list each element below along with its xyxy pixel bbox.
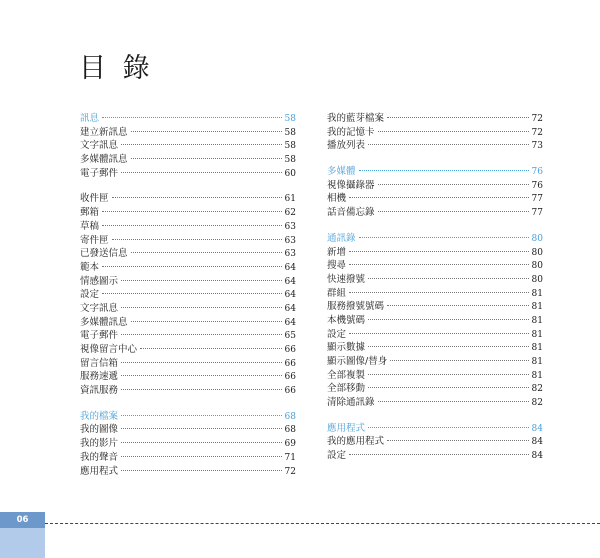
toc-entry-page: 72	[284, 466, 296, 477]
dot-leader	[121, 389, 282, 390]
dot-leader	[368, 374, 529, 375]
dot-leader	[121, 144, 282, 145]
toc-section-heading[interactable]	[327, 422, 543, 436]
toc-entry[interactable]	[327, 328, 543, 342]
toc-entry-page: 81	[531, 302, 543, 313]
toc-entry-label: 播放列表	[327, 140, 366, 152]
toc-entry[interactable]	[80, 343, 296, 357]
toc-entry[interactable]	[327, 246, 543, 260]
toc-entry[interactable]	[327, 179, 543, 193]
dot-leader	[349, 292, 529, 293]
dot-leader	[378, 131, 529, 132]
toc-entry-label: 建立新訊息	[80, 126, 128, 138]
toc-entry-label: 應用程式	[80, 465, 119, 477]
dot-leader	[121, 172, 282, 173]
dot-leader	[368, 319, 529, 320]
toc-entry[interactable]	[80, 139, 296, 153]
toc-entry-label: 多媒體	[327, 166, 356, 178]
toc-entry-label: 郵箱	[80, 207, 100, 219]
toc-entry-label: 快速撥號	[327, 273, 366, 285]
toc-entry-page: 84	[531, 423, 543, 434]
toc-entry[interactable]	[80, 126, 296, 140]
dot-leader	[121, 442, 282, 443]
toc-entry-page: 68	[284, 411, 296, 422]
toc-entry-label: 顯示數據	[327, 342, 366, 354]
toc-entry-page: 72	[531, 114, 543, 124]
toc-entry-label: 全部移動	[327, 383, 366, 395]
toc-entry-label: 我的記憶卡	[327, 126, 375, 138]
toc-section	[80, 192, 296, 397]
dot-leader	[131, 321, 282, 322]
toc-section	[327, 165, 543, 220]
toc-entry-label: 我的藍芽檔案	[327, 113, 385, 124]
dot-leader	[387, 440, 529, 441]
toc-entry[interactable]	[80, 288, 296, 302]
toc-entry-page: 61	[284, 194, 296, 205]
toc-entry[interactable]	[80, 329, 296, 343]
dot-leader	[102, 266, 282, 267]
dot-leader	[121, 307, 282, 308]
toc-entry[interactable]	[80, 465, 296, 479]
toc-entry-label: 搜尋	[327, 260, 347, 272]
toc-entry-label: 文字訊息	[80, 302, 119, 314]
dot-leader	[390, 360, 528, 361]
toc-entry-label: 已發送信息	[80, 248, 128, 260]
toc-entry-label: 我的影片	[80, 438, 119, 450]
dot-leader	[121, 415, 282, 416]
toc-entry[interactable]	[327, 435, 543, 449]
toc-entry-page: 64	[284, 276, 296, 287]
toc-entry-label: 寄件匣	[80, 234, 109, 246]
toc-entry[interactable]	[327, 314, 543, 328]
dot-leader	[368, 144, 529, 145]
toc-entry[interactable]	[80, 370, 296, 384]
toc-entry-label: 留言信箱	[80, 357, 119, 369]
page-tab	[0, 512, 45, 558]
toc-section-heading[interactable]	[80, 410, 296, 424]
toc-entry[interactable]	[80, 234, 296, 248]
dot-leader	[349, 264, 529, 265]
toc-entry[interactable]	[80, 437, 296, 451]
toc-entry-label: 我的應用程式	[327, 436, 385, 448]
toc-entry-page: 64	[284, 290, 296, 301]
toc-entry-page: 81	[531, 370, 543, 381]
toc-entry-label: 全部複製	[327, 369, 366, 381]
dot-leader	[131, 131, 282, 132]
toc-entry-page: 66	[284, 372, 296, 383]
toc-entry[interactable]	[80, 423, 296, 437]
toc-entry-label: 清除通訊錄	[327, 397, 375, 409]
dot-leader	[368, 278, 529, 279]
toc-entry-label: 服務撥號號碼	[327, 301, 385, 313]
toc-entry-page: 81	[531, 343, 543, 354]
dot-leader	[387, 305, 529, 306]
toc-entry-label: 訊息	[80, 113, 100, 124]
toc-entry[interactable]	[327, 112, 543, 126]
page-number: 06	[0, 512, 45, 528]
toc-entry[interactable]	[327, 449, 543, 463]
toc-entry[interactable]	[327, 341, 543, 355]
toc-entry-page: 62	[284, 208, 296, 219]
dot-leader	[121, 470, 282, 471]
toc-entry-page: 58	[284, 155, 296, 166]
toc-entry-label: 本機號碼	[327, 314, 366, 326]
page-title: 目 錄	[79, 53, 154, 84]
dot-leader	[349, 197, 529, 198]
toc-entry[interactable]	[80, 167, 296, 181]
dot-leader	[349, 333, 529, 334]
toc-entry-label: 視像留言中心	[80, 344, 138, 355]
toc-entry-label: 範本	[80, 261, 100, 273]
toc-entry-label: 我的聲音	[80, 451, 119, 463]
dot-leader	[378, 401, 529, 402]
toc-entry[interactable]	[327, 126, 543, 140]
toc-entry-page: 66	[284, 345, 296, 355]
dot-leader	[359, 170, 529, 171]
toc-entry-label: 顯示圖像/替身	[327, 356, 388, 367]
dot-leader	[121, 334, 282, 335]
toc-entry[interactable]	[80, 275, 296, 289]
toc-entry-label: 服務速遞	[80, 371, 119, 383]
toc-entry-label: 多媒體訊息	[80, 316, 128, 328]
toc-entry-label: 通訊錄	[327, 232, 356, 244]
toc-entry-label: 應用程式	[327, 422, 366, 434]
toc-section	[327, 232, 543, 410]
toc-entry-page: 80	[531, 274, 543, 285]
dot-leader	[368, 346, 529, 347]
toc-entry-label: 電子郵件	[80, 330, 119, 342]
toc-entry-label: 資訊服務	[80, 385, 119, 397]
toc-entry-label: 新增	[327, 246, 347, 258]
toc-entry-page: 84	[531, 437, 543, 448]
dot-leader	[368, 387, 529, 388]
toc-entry[interactable]	[80, 302, 296, 316]
toc-entry[interactable]	[80, 261, 296, 275]
toc-entry-page: 84	[531, 451, 543, 462]
dot-leader	[121, 375, 282, 376]
dot-leader	[121, 362, 282, 363]
toc-entry[interactable]	[80, 384, 296, 398]
toc-entry-page: 68	[284, 425, 296, 436]
toc-section	[327, 422, 543, 463]
toc-entry-label: 視像攝錄器	[327, 179, 375, 191]
dot-leader	[102, 225, 282, 226]
toc-entry[interactable]	[327, 206, 543, 220]
dot-leader	[121, 428, 282, 429]
toc-entry[interactable]	[80, 220, 296, 234]
toc-column-right	[327, 112, 543, 463]
toc-entry-label: 多媒體訊息	[80, 154, 128, 166]
toc-entry-page: 77	[531, 194, 543, 205]
toc-entry-page: 64	[284, 303, 296, 314]
dot-leader	[387, 117, 529, 118]
toc-section	[80, 410, 296, 478]
toc-entry-page: 77	[531, 208, 543, 219]
toc-entry[interactable]	[327, 192, 543, 206]
toc-entry-label: 相機	[327, 193, 347, 205]
toc-entry[interactable]	[80, 192, 296, 206]
toc-entry[interactable]	[327, 259, 543, 273]
toc-entry-label: 群組	[327, 287, 347, 299]
toc-section-heading[interactable]	[80, 112, 296, 126]
dot-leader	[131, 158, 282, 159]
dot-leader	[131, 252, 282, 253]
toc-entry-page: 80	[531, 247, 543, 258]
toc-entry-label: 情感圖示	[80, 275, 119, 287]
dot-leader	[102, 117, 282, 118]
toc-column-left	[80, 112, 296, 478]
toc-entry-label: 設定	[80, 289, 100, 301]
dot-leader	[140, 348, 282, 349]
toc-entry-page: 80	[531, 233, 543, 244]
toc-entry[interactable]	[327, 369, 543, 383]
toc-entry-page: 58	[284, 114, 296, 124]
dot-leader	[112, 239, 282, 240]
dot-leader	[359, 237, 529, 238]
toc-entry-page: 65	[284, 331, 296, 342]
toc-entry-label: 我的檔案	[80, 410, 119, 422]
toc-entry-page: 82	[531, 384, 543, 395]
dot-leader	[378, 184, 529, 185]
dot-leader	[349, 251, 529, 252]
toc-section	[80, 112, 296, 180]
toc-entry-page: 64	[284, 317, 296, 328]
toc-entry-page: 66	[284, 358, 296, 369]
toc-entry-page: 58	[284, 141, 296, 152]
toc-entry[interactable]	[80, 206, 296, 220]
dot-leader	[121, 456, 282, 457]
toc-entry-page: 60	[284, 168, 296, 179]
toc-entry-page: 76	[531, 180, 543, 191]
toc-entry-label: 草稿	[80, 220, 100, 232]
toc-entry-page: 71	[284, 452, 296, 463]
toc-entry[interactable]	[80, 153, 296, 167]
toc-entry-label: 我的圖像	[80, 424, 119, 436]
toc-entry[interactable]	[80, 451, 296, 465]
footer-dashed-rule	[45, 523, 600, 524]
toc-entry-page: 58	[284, 127, 296, 138]
toc-entry-page: 82	[531, 398, 543, 409]
toc-entry-label: 話音備忘錄	[327, 207, 375, 219]
toc-entry-label: 文字訊息	[80, 140, 119, 152]
toc-entry-label: 設定	[327, 328, 347, 340]
dot-leader	[102, 211, 282, 212]
toc-entry[interactable]	[80, 357, 296, 371]
toc-entry-page: 81	[531, 357, 543, 367]
dot-leader	[112, 197, 282, 198]
dot-leader	[121, 280, 282, 281]
toc-entry-page: 81	[531, 315, 543, 326]
dot-leader	[102, 293, 282, 294]
toc-entry-label: 電子郵件	[80, 167, 119, 179]
toc-entry[interactable]	[80, 316, 296, 330]
toc-entry[interactable]	[327, 382, 543, 396]
dot-leader	[368, 427, 529, 428]
toc-entry[interactable]	[327, 355, 543, 369]
toc-entry-page: 66	[284, 386, 296, 397]
toc-entry-label: 收件匣	[80, 193, 109, 205]
toc-entry-page: 64	[284, 262, 296, 273]
dot-leader	[378, 211, 529, 212]
toc-entry[interactable]	[327, 273, 543, 287]
toc-entry-page: 63	[284, 249, 296, 260]
toc-section-heading[interactable]	[327, 232, 543, 246]
toc-entry[interactable]	[327, 139, 543, 153]
toc-entry-page: 81	[531, 288, 543, 299]
toc-section-heading[interactable]	[327, 165, 543, 179]
toc-entry[interactable]	[327, 287, 543, 301]
toc-entry[interactable]	[327, 396, 543, 410]
toc-entry-page: 72	[531, 127, 543, 138]
toc-entry[interactable]	[327, 300, 543, 314]
toc-entry-page: 73	[531, 141, 543, 152]
toc-entry-page: 80	[531, 261, 543, 272]
toc-section	[327, 112, 543, 153]
dot-leader	[349, 454, 529, 455]
toc-entry-page: 81	[531, 329, 543, 340]
toc-entry-page: 63	[284, 221, 296, 232]
toc-entry-label: 設定	[327, 450, 347, 462]
toc-entry-page: 69	[284, 439, 296, 450]
toc-entry[interactable]	[80, 247, 296, 261]
toc-entry-page: 76	[531, 167, 543, 178]
toc-entry-page: 63	[284, 235, 296, 246]
